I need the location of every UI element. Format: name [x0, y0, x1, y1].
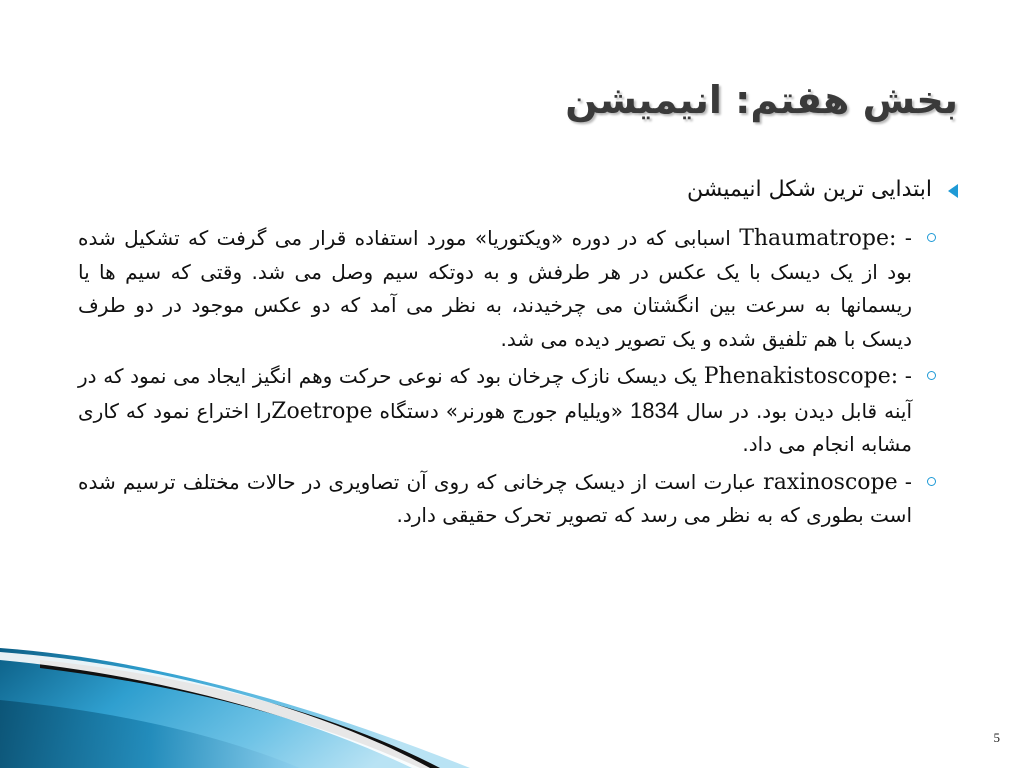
item-text-after-year: «ویلیام جورج هورنر» دستگاه	[372, 398, 631, 423]
slide-title: بخش هفتم: انیمیشن	[565, 78, 958, 122]
list-item-thaumatrope	[78, 222, 958, 356]
triangle-bullet-icon	[948, 184, 958, 198]
list-item-praxinoscope	[78, 466, 958, 533]
term-thaumatrope: Thaumatrope:	[739, 226, 897, 251]
item-dash: -	[896, 226, 912, 250]
slide-content	[78, 172, 958, 537]
term-phenakistoscope: Phenakistoscope:	[703, 364, 899, 389]
page-number: 5	[993, 730, 1000, 745]
circle-bullet-icon	[927, 371, 936, 380]
heading-bullet-item	[78, 172, 958, 208]
item-dash: -	[898, 364, 912, 388]
item-text: اسبابی که در دوره «ویکتوریا» مورد استفاده قرار می گرفت که تشکیل شده بود از یک دیسک با یک عکس در هر طرفش و به دوتکه سیم وصل می شد. وقتی که سیم ها یا ریسمانها به سرعت بین انگشتان می چرخیدند، به نظر می آمد که دو عکس موجود در دو طرف دیسک با هم تلفیق شده و یک تصویر دیده می شد.	[78, 226, 912, 351]
year: 1834	[630, 397, 679, 423]
term-raxinoscope: raxinoscope	[763, 469, 898, 495]
item-dash: -	[897, 469, 912, 494]
term-zoetrope: Zoetrope	[271, 398, 373, 424]
list-item-phenakistoscope	[78, 360, 958, 462]
item-text: عبارت است از دیسک چرخانی که روی آن تصاویری در حالات مختلف ترسیم شده است بطوری که به نظر می رسد که تصویر تحرک حقیقی دارد.	[78, 469, 912, 527]
item-text-end: را اختراع نمود که کاری مشابه انجام می داد.	[78, 398, 912, 456]
item-text-before-year: یک دیسک نازک چرخان بود که نوعی حرکت وهم انگیز ایجاد می نمود که در آینه قابل دیدن بود. در سال	[78, 364, 912, 423]
heading-bullet-text: ابتدایی ترین شکل انیمیشن	[687, 177, 932, 202]
circle-bullet-icon	[927, 477, 936, 486]
circle-bullet-icon	[927, 233, 936, 242]
